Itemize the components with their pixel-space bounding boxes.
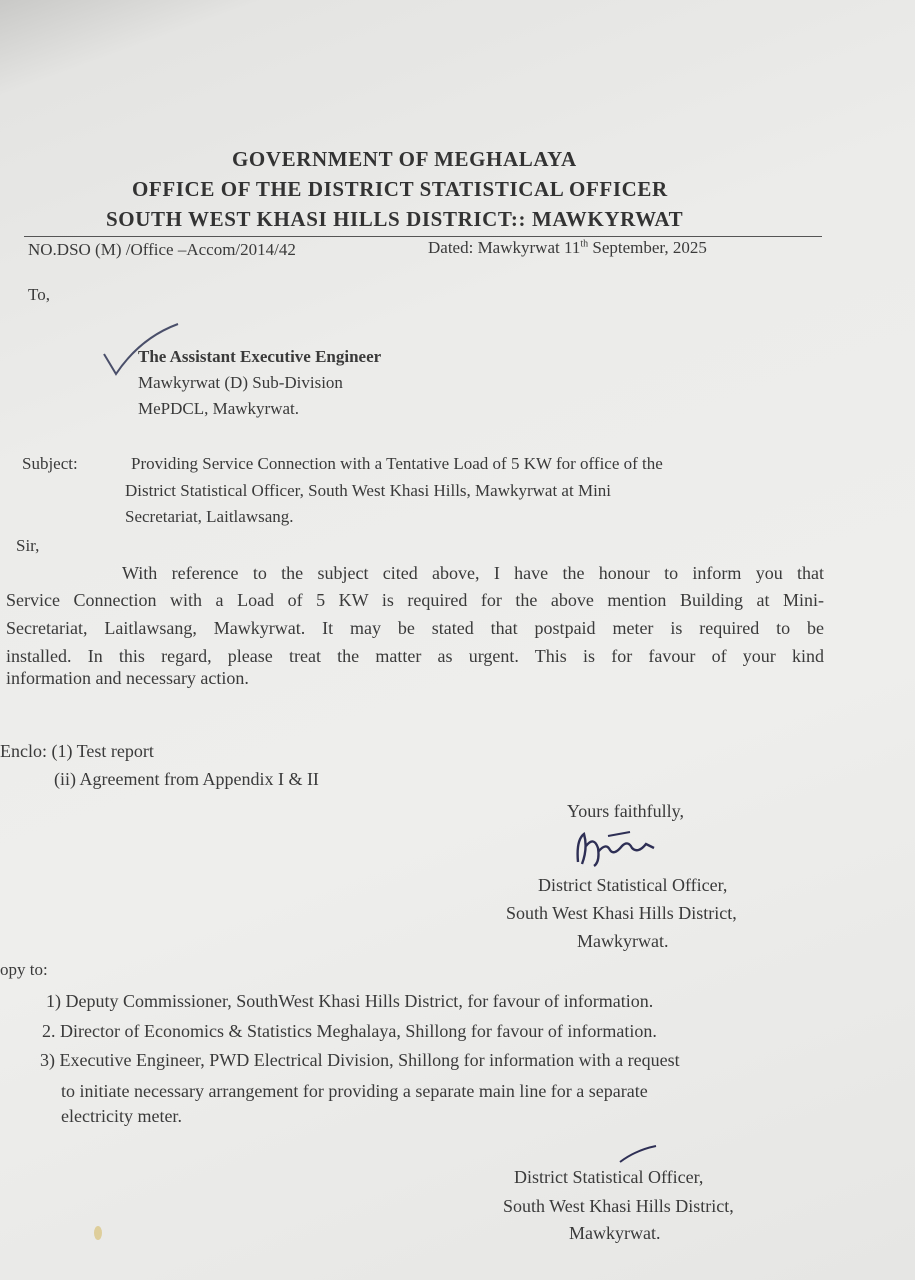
subject-line3: Secretariat, Laitlawsang. [125,507,294,526]
signature-icon [568,826,660,870]
body-line-1: With reference to the subject cited above, I have the honour to inform you that [122,563,824,583]
addressee-title: The Assistant Executive Engineer [138,347,382,366]
reference-number: NO.DSO (M) /Office –Accom/2014/42 [28,240,296,259]
letterhead-district: SOUTH WEST KHASI HILLS DISTRICT:: MAWKYRWAT [106,207,684,231]
body-line-5: information and necessary action. [6,668,249,688]
letterhead-divider [24,236,822,237]
copy-to-item-3-line3: electricity meter. [61,1106,182,1126]
copy-to-item-1: 1) Deputy Commissioner, SouthWest Khasi Hills District, for favour of information. [46,991,654,1011]
signoff-place: Mawkyrwat. [577,931,669,951]
dated-ordinal: th [580,238,589,250]
footer-title: District Statistical Officer, [514,1167,704,1187]
signoff-title: District Statistical Officer, [538,875,728,895]
body-line-2: Service Connection with a Load of 5 KW is required for the above mention Building at Mini- [6,590,824,610]
closing: Yours faithfully, [567,801,685,821]
dated-prefix: Dated: Mawkyrwat 11 [428,238,581,257]
addressee-line2: Mawkyrwat (D) Sub-Division [138,373,343,392]
footer-place: Mawkyrwat. [569,1223,661,1243]
subject-label: Subject: [22,454,78,473]
letterhead-office: OFFICE OF THE DISTRICT STATISTICAL OFFICER [132,177,668,201]
copy-to-label: opy to: [0,960,48,979]
dated-suffix: September, 2025 [588,238,707,257]
copy-to-item-3-line2: to initiate necessary arrangement for providing a separate main line for a separate [61,1081,648,1101]
addressee-line3: MePDCL, Mawkyrwat. [138,399,300,418]
stain-mark [94,1226,102,1240]
body-line-4: installed. In this regard, please treat the matter as urgent. This is for favour of your kind [6,646,824,666]
salutation: Sir, [16,536,40,555]
dated-line [428,238,707,258]
signoff-district: South West Khasi Hills District, [506,903,737,923]
letterhead-government: GOVERNMENT OF MEGHALAYA [232,147,577,171]
body-line-3: Secretariat, Laitlawsang, Mawkyrwat. It may be stated that postpaid meter is required to be [6,618,824,638]
copy-to-item-2: 2. Director of Economics & Statistics Meghalaya, Shillong for favour of information. [42,1021,657,1041]
subject-line2: District Statistical Officer, South West Khasi Hills, Mawkyrwat at Mini [125,481,612,500]
enclosure-2: (ii) Agreement from Appendix I & II [54,769,319,789]
enclosure-1: Enclo: (1) Test report [0,741,154,761]
subject-line1: Providing Service Connection with a Tentative Load of 5 KW for office of the [131,454,663,473]
footer-district: South West Khasi Hills District, [503,1196,734,1216]
initial-mark-icon [618,1144,660,1166]
copy-to-item-3-line1: 3) Executive Engineer, PWD Electrical Division, Shillong for information with a request [40,1050,680,1070]
to-label: To, [28,285,50,304]
